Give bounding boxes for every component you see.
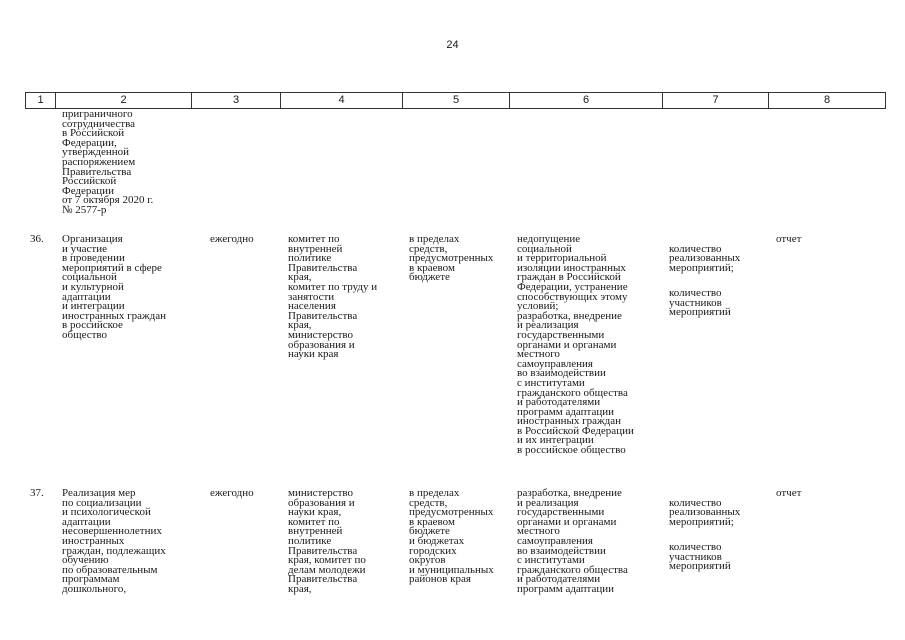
column-number: 3: [192, 93, 281, 109]
event-indicators: [669, 235, 769, 318]
indicator: количество реализованных мероприятий;: [669, 242, 741, 274]
column-number-row: [26, 93, 886, 109]
event-name: Организация и участие в проведении мероприятий в сфере социальной и культурной адаптации и интеграции иностранных граждан в российское общество: [62, 233, 167, 341]
event-period: ежегодно: [210, 233, 254, 245]
column-number: 4: [281, 93, 403, 109]
event-funding: в пределах средств, предусмотренных в краевом бюджете и бюджетах городских округов и муниципальных районов края: [409, 487, 494, 586]
table-header: [25, 92, 886, 109]
event-period: ежегодно: [210, 487, 254, 499]
indicator: количество реализованных мероприятий;: [669, 496, 741, 528]
event-result: недопущение социальной и территориальной изоляции иностранных граждан в Российской Федерации, устранение способствующих этому условий; разработка, внедрение и реализация государственными органами и органами местного самоуправления во взаимодействии с институтами гражданского общества и работодателями программ адаптации иностранных граждан в Российской Федерации и их интеграции в российское общество: [517, 233, 634, 457]
event-indicators: [669, 489, 769, 572]
event-executors: комитет по внутренней политике Правительства края, комитет по труду и занятости населения Правительства края, министерство образования и науки края: [288, 233, 378, 361]
event-executors: министерство образования и науки края, комитет по внутренней политике Правительства края, комитет по делам молодежи Правительства края,: [288, 487, 366, 595]
row-number: 36.: [30, 233, 44, 245]
event-result: разработка, внедрение и реализация государственными органами и органами местного самоуправления во взаимодействии с институтами гражданского общества и работодателями программ адаптации: [517, 487, 628, 595]
event-report: отчет: [776, 233, 802, 245]
column-number: 5: [403, 93, 510, 109]
indicator: количество участников мероприятий: [669, 286, 731, 319]
event-report: отчет: [776, 487, 802, 499]
event-funding: в пределах средств, предусмотренных в краевом бюджете: [409, 233, 494, 284]
column-number: 2: [56, 93, 192, 109]
row-number: 37.: [30, 487, 44, 499]
continuation-text: приграничного сотрудничества в Российской Федерации, утвержденной распоряжением Правительства Российской Федерации от 7 октября 2020 г. № 2577-р: [62, 108, 154, 216]
page-number: 24: [446, 39, 459, 51]
column-number: 7: [663, 93, 769, 109]
event-name: Реализация мер по социализации и психологической адаптации несовершеннолетних иностранных граждан, подлежащих обучению по образовательным программам дошкольного,: [62, 487, 166, 595]
column-number: 8: [769, 93, 886, 109]
column-number: 6: [510, 93, 663, 109]
indicator: количество участников мероприятий: [669, 540, 731, 573]
column-number: 1: [26, 93, 56, 109]
